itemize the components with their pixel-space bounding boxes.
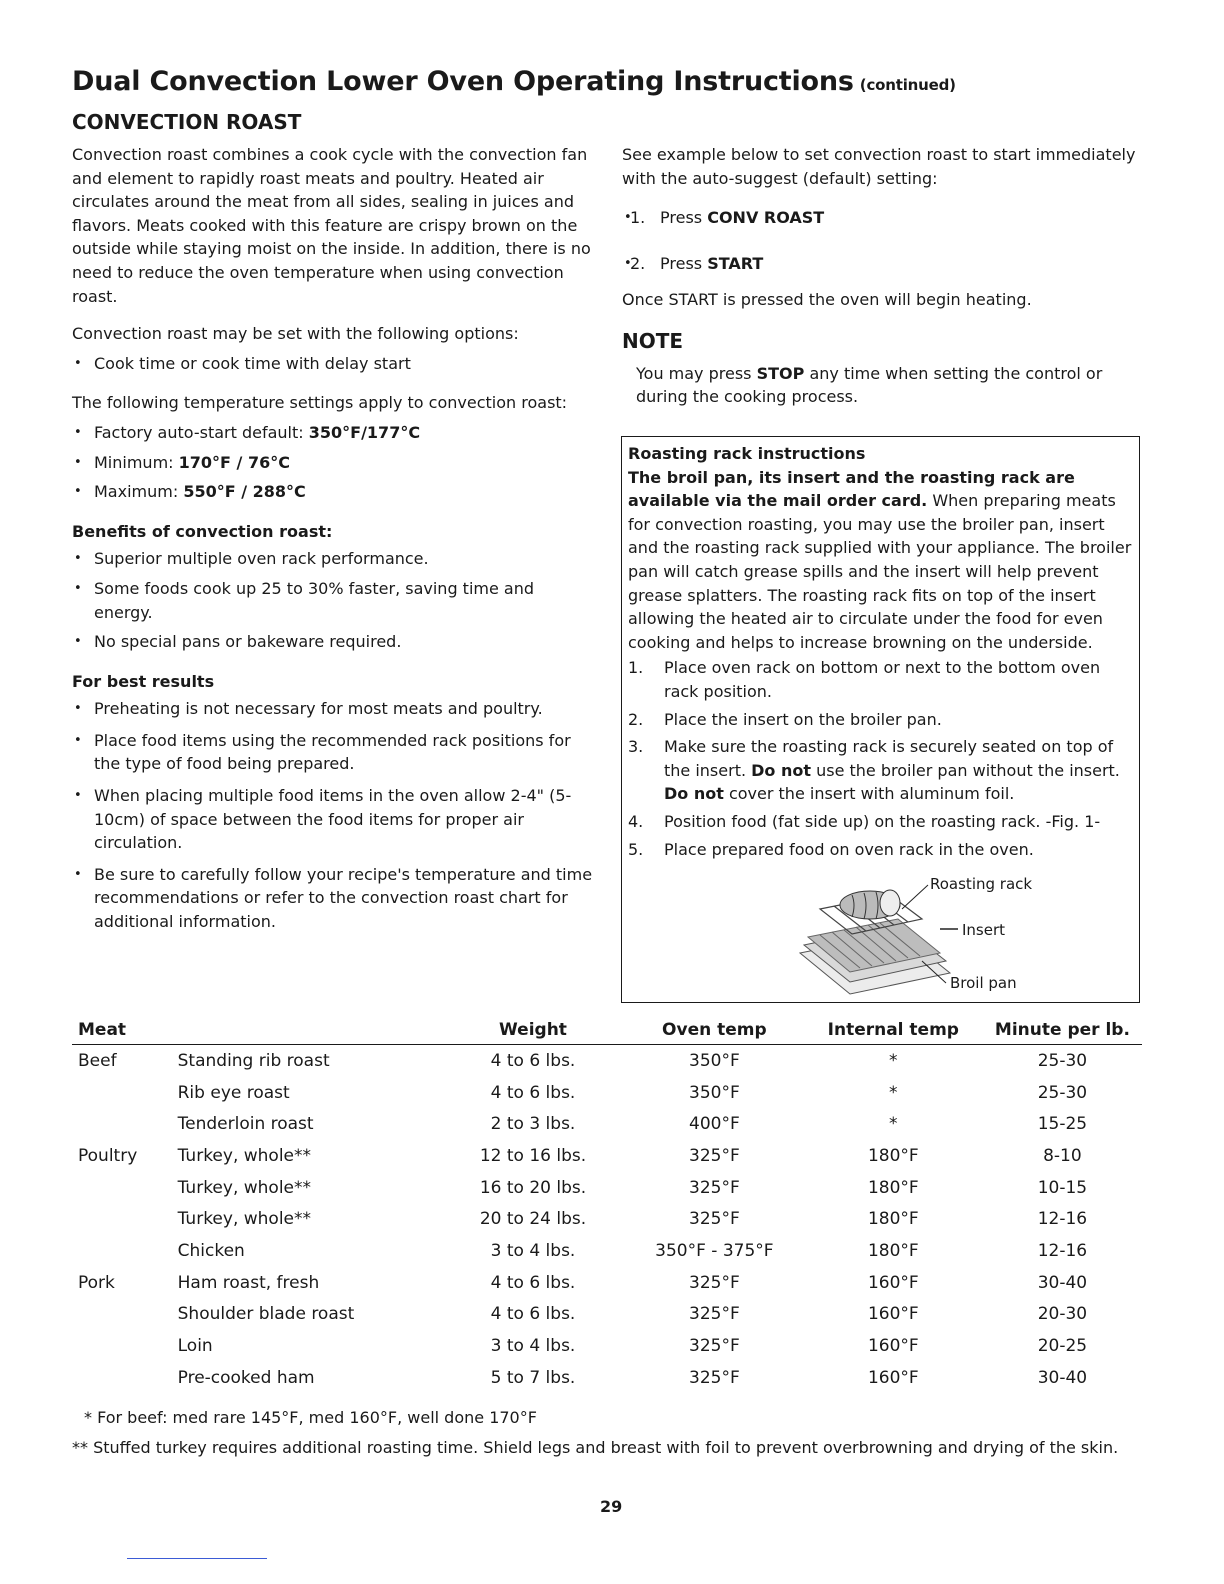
header-meat: Meat <box>72 1017 178 1045</box>
bottom-rule <box>127 1558 267 1559</box>
table-row: Turkey, whole** 16 to 20 lbs. 325°F 180°F 10-15 <box>177 1177 1088 1198</box>
table-row: Beef Standing rib roast 4 to 6 lbs. 350°F * 25-30 <box>78 1050 1088 1071</box>
header-oven-temp: Oven temp <box>625 1017 804 1045</box>
temp-default: • Factory auto-start default: 350°F/177°C <box>72 421 597 445</box>
best-item: • Be sure to carefully follow your recipe's temperature and time recommendations or refer to the convection roast chart for additional information. <box>72 863 597 934</box>
note-title: NOTE <box>622 328 684 353</box>
note-body: You may press STOP any time when setting the control or during the cooking process. <box>636 363 1103 407</box>
options-item: • Cook time or cook time with delay start <box>72 352 597 376</box>
benefit-item: • No special pans or bakeware required. <box>72 630 597 654</box>
convection-roast-chart <box>72 1017 1142 1394</box>
table-header-row <box>72 1017 1142 1045</box>
table-row: Pre-cooked ham 5 to 7 lbs. 325°F 160°F 30-40 <box>177 1367 1088 1388</box>
header-minute-per-lb: Minute per lb. <box>983 1017 1142 1045</box>
temp-minimum: • Minimum: 170°F / 76°C <box>72 451 597 475</box>
options-intro: Convection roast may be set with the following options: <box>72 324 519 344</box>
rack-step: 1. Place oven rack on bottom or next to the bottom oven rack position. <box>628 658 1101 701</box>
footnote-beef: * For beef: med rare 145°F, med 160°F, well done 170°F <box>84 1408 537 1427</box>
left-column <box>72 143 597 934</box>
page-title <box>72 66 956 97</box>
temp-maximum: • Maximum: 550°F / 288°C <box>72 480 597 504</box>
table-row: Shoulder blade roast 4 to 6 lbs. 325°F 160°F 20-30 <box>177 1304 1088 1325</box>
footnote-turkey: ** Stuffed turkey requires additional roasting time. Shield legs and breast with foil to prevent overbrowning and drying of the skin. <box>72 1438 1119 1457</box>
table-row: Chicken 3 to 4 lbs. 350°F - 375°F 180°F 12-16 <box>177 1240 1088 1261</box>
table-row: Loin 3 to 4 lbs. 325°F 160°F 20-25 <box>177 1336 1088 1357</box>
best-results-list <box>72 697 597 933</box>
rack-step: 4. Position food (fat side up) on the roasting rack. -Fig. 1- <box>628 811 1101 831</box>
example-steps <box>622 206 1142 275</box>
after-steps-text: Once START is pressed the oven will begin heating. <box>622 290 1032 310</box>
best-item: • Preheating is not necessary for most meats and poultry. <box>72 697 597 721</box>
example-intro: See example below to set convection roast to start immediately with the auto-suggest (default) setting: <box>622 145 1136 188</box>
benefits-list <box>72 547 597 653</box>
rack-step: 5. Place prepared food on oven rack in the oven. <box>628 839 1034 859</box>
header-internal-temp: Internal temp <box>804 1017 983 1045</box>
example-step: • 1. Press CONV ROAST <box>622 206 1142 230</box>
rack-box-title: Roasting rack instructions <box>628 444 866 463</box>
continued-label: (continued) <box>859 76 956 94</box>
header-weight: Weight <box>441 1017 625 1045</box>
benefits-title: Benefits of convection roast: <box>72 521 333 541</box>
best-item: • Place food items using the recommended rack positions for the type of food being prepared. <box>72 729 597 776</box>
roasting-rack-box <box>621 436 1140 1003</box>
benefit-item: • Superior multiple oven rack performance. <box>72 547 597 571</box>
rack-step: 2. Place the insert on the broiler pan. <box>628 709 942 729</box>
options-list <box>72 352 597 376</box>
table-row: Turkey, whole** 20 to 24 lbs. 325°F 180°F 12-16 <box>177 1209 1088 1230</box>
header-cut <box>178 1017 441 1045</box>
section-title: CONVECTION ROAST <box>72 110 302 134</box>
label-insert: Insert <box>962 921 1006 939</box>
label-roasting-rack: Roasting rack <box>930 875 1033 893</box>
example-step: • 2. Press START <box>622 252 1142 276</box>
roast-illustration <box>840 890 900 919</box>
roasting-rack-figure <box>790 873 1050 995</box>
page-title-text: Dual Convection Lower Oven Operating Instructions <box>72 66 854 97</box>
table-row: Pork Ham roast, fresh 4 to 6 lbs. 325°F 160°F 30-40 <box>78 1272 1088 1293</box>
best-results-title: For best results <box>72 671 215 691</box>
best-item: • When placing multiple food items in the oven allow 2-4" (5-10cm) of space between the food items for proper air circulation. <box>72 784 597 855</box>
intro-paragraph: Convection roast combines a cook cycle with the convection fan and element to rapidly roast meats and poultry. Heated air circulates around the meat from all sides, sealing in juices and flavors. Meats cooked with this feature are crispy brown on the outside while staying moist on the inside. In addition, there is no need to reduce the oven temperature when using convection roast. <box>72 145 591 306</box>
label-broil-pan: Broil pan <box>950 974 1017 992</box>
right-column <box>622 143 1142 409</box>
rack-box-lead: The broil pan, its insert and the roasting rack are available via the mail order card. When preparing meats for convection roasting, you may use the broiler pan, insert and the roasting rack supplied with your appliance. The broiler pan will catch grease spills and the insert will help prevent grease splatters. The roasting rack fits on top of the insert allowing the heated air to circulate under the food for even cooking and helps to increase browning on the underside. <box>628 467 1132 652</box>
rack-step: 3. Make sure the roasting rack is securely seated on top of the insert. Do not use the broiler pan without the insert. Do not cover the insert with aluminum foil. <box>628 737 1120 804</box>
benefit-item: • Some foods cook up 25 to 30% faster, saving time and energy. <box>72 577 597 624</box>
page-number: 29 <box>600 1497 623 1516</box>
rack-leader-line <box>902 885 928 909</box>
table-row: Poultry Turkey, whole** 12 to 16 lbs. 325°F 180°F 8-10 <box>78 1145 1082 1166</box>
table-row: Rib eye roast 4 to 6 lbs. 350°F * 25-30 <box>177 1082 1088 1103</box>
temps-intro: The following temperature settings apply to convection roast: <box>72 393 568 413</box>
table-row: Tenderloin roast 2 to 3 lbs. 400°F * 15-25 <box>177 1114 1088 1135</box>
rack-steps <box>628 656 1133 861</box>
temps-list <box>72 421 597 504</box>
